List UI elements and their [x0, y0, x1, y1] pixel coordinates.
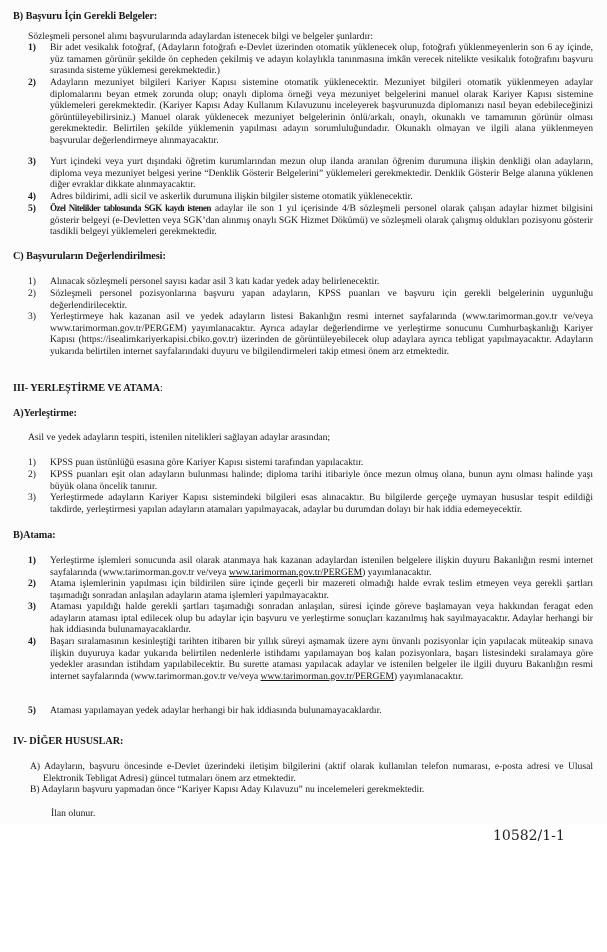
- item-number: 4): [28, 636, 36, 647]
- section-b-intro: Sözleşmeli personel alımı başvurularında adaylardan istenecek bilgi ve belgeler şunlardır:: [28, 31, 373, 42]
- list-item: [28, 156, 593, 191]
- item-text: Alınacak sözleşmeli personel sayısı kadar asil 3 katı kadar yedek aday belirlenecektir.: [50, 276, 380, 287]
- closing-text: İlan olunur.: [51, 808, 96, 819]
- item-text: [50, 203, 593, 238]
- item-text-after: ) yayımlanacaktır.: [362, 566, 432, 578]
- item-text: B) Adayların başvuru yapmadan önce “Kariyer Kapısı Aday Kılavuzu” nu incelemeleri gerekmektedir.: [30, 784, 425, 795]
- reference-number: 10582/1-1: [493, 828, 565, 844]
- section-iii-heading: [13, 383, 163, 395]
- list-item: [28, 457, 593, 469]
- section-iv-heading: IV- DİĞER HUSUSLAR:: [13, 736, 124, 747]
- item-number: 1): [28, 42, 36, 53]
- subsection-a-heading: A)Yerleştirme:: [13, 408, 77, 419]
- list-item: [28, 469, 593, 492]
- item-text: Yurt içindeki veya yurt dışındaki öğretim kurumlarından mezun olup ilanda aranılan öğrenim durumuna ilişkin denkliği olan adayların, diploma veya mezuniyet belgesi yerine “Denklik Gösterir Belgelerini” yüklemeleri gerekmektedir. Denklik Gösterir Belge alanına yüklenen diğer evraklar dikkate alınmayacaktır.: [50, 156, 593, 190]
- item-text: KPSS puan üstünlüğü esasına göre Kariyer Kapısı sistemi tarafından yapılacaktır.: [50, 457, 364, 468]
- list-item: [28, 705, 593, 717]
- list-item: [28, 276, 593, 288]
- item-number: 1): [28, 457, 36, 468]
- item-text: [50, 555, 593, 578]
- item-number: 2): [28, 77, 36, 88]
- bold-prefix: Özel Nitelikler tablosunda SGK kaydı istenen: [50, 203, 211, 213]
- item-text: KPSS puanları eşit olan adayların bulunması halinde; diploma tarihi itibariyle önce mezun olmuş olana, bunun aynı olması halinde yaşı büyük olana öncelik tanınır.: [50, 469, 593, 492]
- item-text-before: Yerleştirme işlemleri sonucunda asil olarak atanmaya hak kazanan adaylardan istenilen belgelere ilişkin duyuru Bakanlığın resmi internet sayfalarında (www.tarimorman.gov.tr ve/veya: [50, 555, 593, 578]
- list-item: [28, 492, 593, 515]
- section-b-heading: B) Başvuru İçin Gerekli Belgeler:: [13, 11, 158, 22]
- list-item: [30, 761, 593, 784]
- section-iii-heading-text: III- YERLEŞTİRME VE ATAMA: [13, 383, 160, 394]
- item-number: 3): [28, 492, 36, 503]
- section-iii-heading-colon: :: [159, 383, 163, 394]
- list-item: [28, 636, 593, 682]
- list-item: [28, 311, 593, 357]
- list-item: [28, 203, 593, 238]
- item-number: 1): [28, 555, 36, 566]
- list-item: [28, 578, 593, 601]
- list-item: [28, 191, 593, 203]
- list-item: [30, 784, 593, 796]
- item-text-after: ) yayımlanacaktır.: [393, 670, 464, 682]
- item-number: 5): [28, 203, 36, 214]
- item-number: 2): [28, 288, 36, 299]
- item-text: Adres bildirimi, adli sicil ve askerlik durumuna ilişkin bilgiler sisteme otomatik yüklenecektir.: [50, 191, 413, 202]
- item-text: Adayların mezuniyet bilgileri Kariyer Kapısı sistemine otomatik yüklenecektir. Mezuniyet bilgileri otomatik yüklenmeyen adaylar diplomalarını beyan etmek zorunda olup; onaylı diploma örneği veya mezuniyet belgelerini manuel olarak Kariyer Kapısı sistemine yüklemeleri gerekmektedir. (Kariyer Kapısı Aday Kullanım Kılavuzunu inceleyerek başvurunuzda diplomanızı nasıl beyan edebileceğinizi görüntüleyebilirsiniz.) Manuel olarak yüklenecek mezuniyet belgelerinin önlü/arkalı, onaylı, okunaklı ve tamamının görünür olması gerekmektedir. Belirtilen şekilde yüklemenin yapılması adayın sorumluluğundadır. Okunaklı olmayan ve ilgili alana yüklenmeyen başvurular değerlendirmeye alınmayacaktır.: [50, 77, 593, 146]
- item-text: Ataması yapılamayan yedek adaylar herhangi bir hak iddiasında bulunamayacaklardır.: [50, 705, 382, 716]
- item-number: 1): [28, 276, 36, 287]
- item-number: 4): [28, 191, 36, 202]
- pergem-link[interactable]: www.tarimorman.gov.tr/PERGEM: [228, 566, 363, 578]
- item-number: 5): [28, 705, 36, 716]
- item-text: Yerleştirmeye hak kazanan asil ve yedek adayların listesi Bakanlığın resmi internet sayfalarında (www.tarimorman.gov.tr ve/veya www.tarimorman.gov.tr/PERGEM) yayımlanacaktır. Ayrıca adaylar değerlendirme ve yerleştirme sonucunu Cumhurbaşkanlığı Kariyer Kapısı (https://isealimkariyerkapisi.cbiko.gov.tr) üzerinden de görüntüleyebilecek olup adaylara ayrıca tebligat yapılmayacaktır. Adayların yukarıda belirtilen internet sayfalarındaki duyuru ve bilgilendirmeleri takip etmesi önem arz etmektedir.: [50, 311, 593, 357]
- item-text: Ataması yapıldığı halde gerekli şartları taşımadığı sonradan anlaşılan, süresi içinde göreve başlamayan veya hakkından feragat eden adayların ataması iptal edilecek olup bu adaylar için başvuru ve yerleştirme sonuçları kazanılmış hak sayılmayacaktır. Adaylar herhangi bir hak iddiasında bulunamayacaklardır.: [50, 601, 593, 635]
- subsection-b-heading: B)Atama:: [13, 530, 56, 541]
- list-item: [28, 42, 593, 77]
- item-text: Sözleşmeli personel pozisyonlarına başvuru yapan adayların, KPSS puanları ve başvuru için gerekli belgelerinin uygunluğu değerlendirilecektir.: [50, 288, 593, 311]
- item-text-rest: adaylar ile son 1 yıl içerisinde 4/B sözleşmeli personel olarak çalışan adaylar hizmet bilgisini gösterir belgeyi (e-Devletten veya SGK’dan alınmış onaylı SGK Hizmet Dökümü) ve sözleşmeli olarak çalışmış oldukları pozisyonu gösterir tasdikli belgeyi yüklemeleri gerekmektedir.: [50, 203, 593, 237]
- item-text: Yerleştirmede adayların Kariyer Kapısı sistemindeki bilgileri esas alınacaktır. Bu bilgilerde gerçeğe uymayan hususlar tespit edildiği takdirde, yerleştirmesi yapılan adayların atamaları yapılmayacak, adaylar bu durumdan dolayı bir hak iddia edemeyecektir.: [50, 492, 593, 515]
- item-number: 3): [28, 311, 36, 322]
- item-number: 2): [28, 578, 36, 589]
- item-text: [50, 636, 593, 682]
- item-text: Atama işlemlerinin yapılması için bildirilen süre içinde geçerli bir mazereti olmadığı halde evrak teslim etmeyen veya gerekli şartları taşımadığı sonradan anlaşılan adayların atama işlemleri yapılmayacaktır.: [50, 578, 593, 601]
- pergem-link[interactable]: www.tarimorman.gov.tr/PERGEM: [260, 670, 394, 682]
- list-item: [28, 288, 593, 311]
- list-item: [28, 77, 593, 146]
- list-item: [28, 601, 593, 636]
- item-text: Bir adet vesikalık fotoğraf, (Adayların fotoğrafı e-Devlet üzerinden otomatik yüklenecek olup, fotoğrafı yüklenmeyenlerin son 6 ay içinde, yüz tamamen görünür şekilde ön cepheden çekilmiş ve adayın kolaylıkla tanınmasına imkân verecek nitelikte vesikalık fotoğrafını başvuru sırasında sisteme yüklemesi gerekmektedir.): [50, 42, 593, 76]
- item-number: 2): [28, 469, 36, 480]
- item-number: 3): [28, 156, 36, 167]
- section-c-heading: C) Başvuruların Değerlendirilmesi:: [13, 251, 166, 262]
- subsection-a-intro: Asil ve yedek adayların tespiti, istenilen nitelikleri sağlayan adaylar arasından;: [28, 432, 331, 443]
- list-item: [28, 555, 593, 578]
- item-text-before: Başarı sıralamasının kesinleştiği tarihten itibaren bir yıllık süreyi aşmamak üzere aynı ünvanlı pozisyonlar için yapılacak müteakip sınava ilişkin duyuruya kadar yukarıda belirtilen nedenlerle istihdamı yapılamayan boş kalan pozisyonlara, başarı listesindeki sıralamaya göre yedekler arasından istihdam yapılabilecektir. Bu surette ataması yapılacak adaylar ve istenilen belgeler ile ilgili duyuru Bakanlığın resmi internet sayfalarında (www.tarimorman.gov.tr ve/veya: [50, 636, 593, 682]
- item-text: A) Adayların, başvuru öncesinde e-Devlet üzerindeki iletişim bilgilerini (aktif olarak kullanılan telefon numarası, e-posta adresi ve Ulusal Elektronik Tebligat Adresi) güncel tutmaları önem arz etmektedir.: [30, 761, 593, 784]
- item-number: 3): [28, 601, 36, 612]
